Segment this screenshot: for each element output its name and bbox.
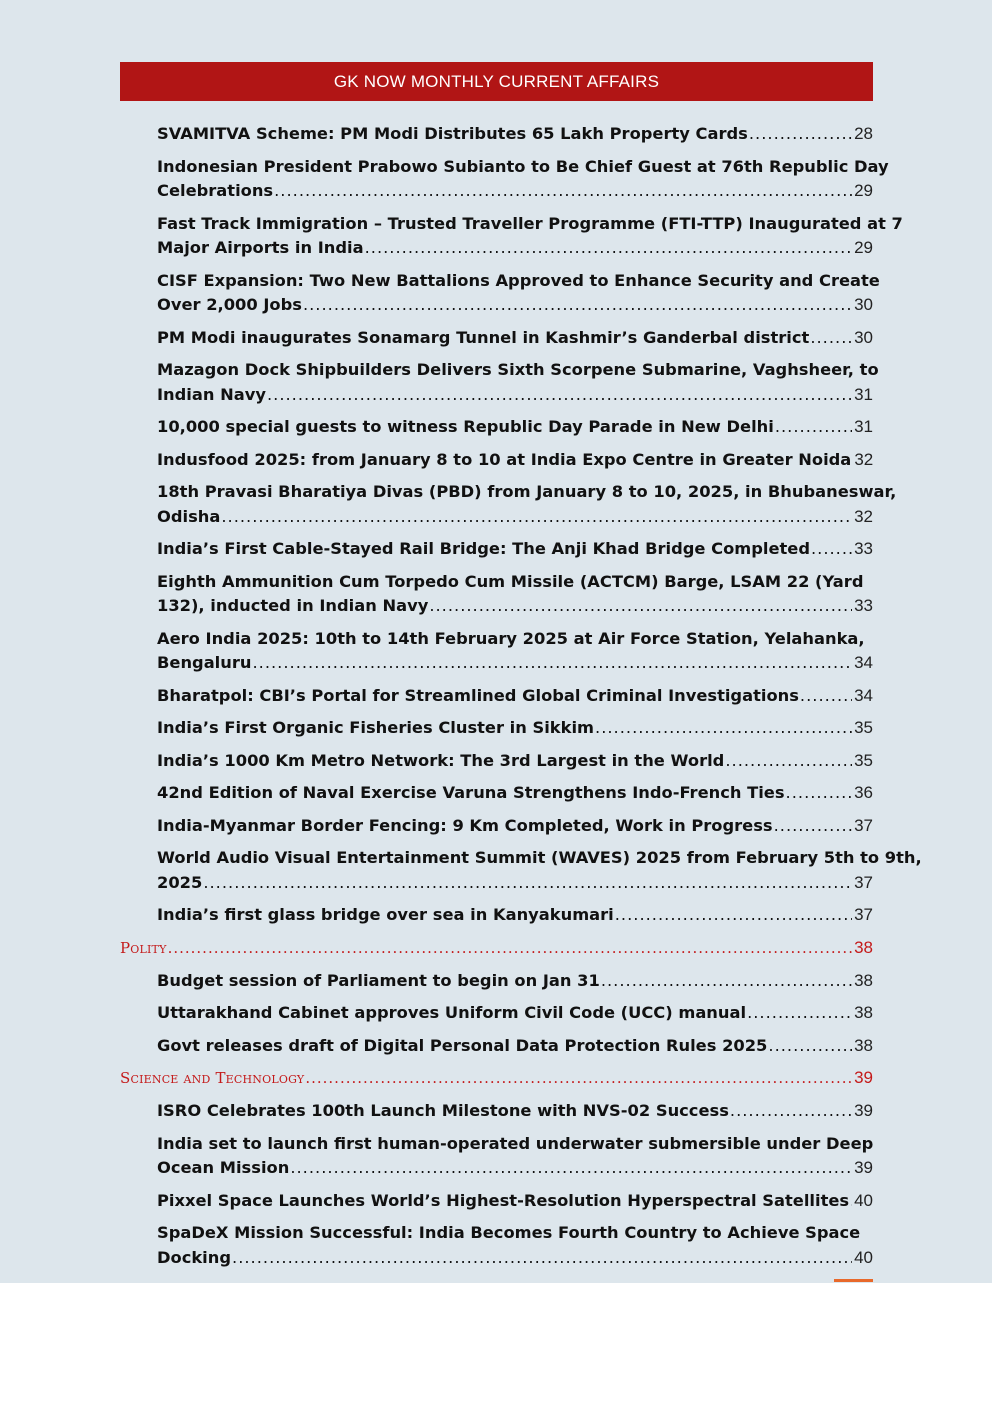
toc-entry[interactable] [157, 269, 880, 318]
dot-leader [725, 749, 852, 774]
dot-leader [429, 594, 852, 619]
toc-entry-leader-line [157, 326, 873, 351]
toc-entry-title-line: World Audio Visual Entertainment Summit (WAVES) 2025 from February 5th to 9th, [157, 848, 922, 867]
toc-entry-title-line: Indonesian President Prabowo Subianto to Be Chief Guest at 76th Republic Day [157, 156, 889, 176]
toc-entry-leader-line [157, 781, 873, 806]
dot-leader [747, 1001, 852, 1026]
toc-entry[interactable] [157, 627, 873, 676]
toc-entry[interactable] [157, 122, 873, 147]
toc-entry-title: Bengaluru [157, 653, 252, 672]
toc-entry[interactable] [157, 1001, 873, 1026]
toc-entry-title-line: Eighth Ammunition Cum Torpedo Cum Missile (ACTCM) Barge, LSAM 22 (Yard [157, 571, 864, 591]
toc-page-number: 35 [854, 750, 873, 770]
dot-leader [749, 122, 852, 147]
toc-entry-leader-line [157, 1246, 873, 1271]
dot-leader [221, 505, 852, 530]
toc-page-number: 37 [854, 905, 873, 924]
toc-entry-leader-line [157, 871, 873, 896]
toc-entry[interactable] [157, 537, 873, 562]
toc-entry[interactable] [157, 1189, 873, 1214]
toc-entry-leader-line [157, 749, 873, 774]
dot-leader [768, 1034, 852, 1059]
dot-leader [203, 871, 852, 896]
toc-page-number: 34 [854, 685, 873, 705]
toc-entry-title: Indian Navy [157, 384, 266, 404]
toc-entry-title: Major Airports in India [157, 238, 364, 257]
toc-entry-leader-line [157, 1001, 873, 1026]
toc-entry-leader-line [157, 903, 873, 928]
toc-entry-leader-line [157, 814, 873, 839]
toc-entry-title-line: Mazagon Dock Shipbuilders Delivers Sixth Scorpene Submarine, Vaghsheer, to [157, 360, 879, 379]
toc-entry[interactable] [157, 212, 903, 261]
toc-entry-leader-line [157, 969, 873, 994]
toc-entry[interactable] [157, 448, 873, 473]
dot-leader [811, 537, 852, 562]
toc-entry[interactable] [157, 570, 873, 619]
toc-page-number: 40 [854, 1190, 873, 1210]
toc-entry-leader-line [157, 1034, 873, 1059]
toc-entry-leader-line [120, 1066, 873, 1090]
toc-section-heading[interactable] [120, 1066, 873, 1090]
toc-entry-title: 2025 [157, 872, 203, 892]
toc-entry[interactable] [157, 1099, 873, 1124]
toc-entry[interactable] [157, 749, 873, 774]
dot-leader [615, 903, 852, 928]
toc-page-number: 40 [854, 1247, 873, 1267]
toc-entry-leader-line [157, 236, 873, 261]
dot-leader [365, 236, 852, 261]
toc-entry-title-line: CISF Expansion: Two New Battalions Approved to Enhance Security and Create [157, 270, 880, 290]
toc-entry-title: Pixxel Space Launches World’s Highest-Resolution Hyperspectral Satellites [157, 1190, 850, 1210]
toc-page-number: 39 [854, 1068, 873, 1087]
toc-page-number: 38 [854, 970, 873, 990]
dot-leader [810, 326, 852, 351]
toc-entry-title: 132), inducted in Indian Navy [157, 596, 429, 615]
toc-entry-leader-line [157, 684, 873, 709]
toc-entry[interactable] [157, 846, 922, 895]
toc-page-number: 28 [854, 124, 873, 143]
toc-page-number: 35 [854, 718, 873, 737]
toc-entry-leader-line [157, 716, 873, 741]
toc-entry-title: 42nd Edition of Naval Exercise Varuna Strengthens Indo-French Ties [157, 783, 785, 802]
toc-entry-title: India-Myanmar Border Fencing: 9 Km Completed, Work in Progress [157, 815, 773, 835]
toc-page-number: 39 [854, 1158, 873, 1177]
dot-leader [303, 293, 852, 318]
toc-entry-title: Celebrations [157, 181, 274, 200]
dot-leader [730, 1099, 852, 1124]
toc-entry-leader-line [157, 594, 873, 619]
toc-entry[interactable] [157, 1034, 873, 1059]
toc-page-number: 29 [854, 238, 873, 257]
dot-leader [232, 1246, 852, 1271]
dot-leader [595, 716, 852, 741]
toc-entry[interactable] [157, 903, 873, 928]
dot-leader [274, 179, 852, 204]
toc-entry-title: Govt releases draft of Digital Personal Data Protection Rules 2025 [157, 1035, 768, 1055]
toc-entry[interactable] [157, 716, 873, 741]
toc-page-number: 37 [854, 815, 873, 835]
toc-page-number: 37 [854, 872, 873, 892]
dot-leader [800, 684, 852, 709]
toc-page-number: 38 [854, 937, 873, 957]
toc-entry-title: Over 2,000 Jobs [157, 295, 302, 314]
toc-entry[interactable] [157, 415, 873, 440]
toc-entry-title-line: Fast Track Immigration – Trusted Traveller Programme (FTI-TTP) Inaugurated at 7 [157, 213, 903, 233]
toc-page-number: 36 [854, 783, 873, 802]
toc-page-number: 33 [854, 539, 873, 558]
toc-entry-title: PM Modi inaugurates Sonamarg Tunnel in Kashmir’s Ganderbal district [157, 327, 810, 347]
toc-page-number: 38 [854, 1003, 873, 1022]
toc-section-title: Polity [120, 938, 167, 957]
dot-leader [601, 969, 852, 994]
dot-leader [774, 814, 852, 839]
toc-entry[interactable] [157, 814, 873, 839]
toc-page-number: 31 [854, 384, 873, 404]
toc-page-number: 39 [854, 1101, 873, 1120]
running-header: GK NOW MONTHLY CURRENT AFFAIRS [120, 62, 873, 101]
toc-page-number: 31 [854, 417, 873, 436]
toc-entry[interactable] [157, 1132, 873, 1181]
dot-leader [168, 936, 853, 960]
toc-page-number: 30 [854, 295, 873, 314]
toc-entry-title: Bharatpol: CBI’s Portal for Streamlined Global Criminal Investigations [157, 685, 799, 705]
toc-entry-title-line: Aero India 2025: 10th to 14th February 2025 at Air Force Station, Yelahanka, [157, 628, 865, 648]
toc-entry-leader-line [157, 505, 873, 530]
toc-entry-leader-line [120, 936, 873, 960]
dot-leader [775, 415, 852, 440]
toc-entry-leader-line [157, 1156, 873, 1181]
toc-entry-leader-line [157, 293, 873, 318]
toc-entry-title-line: India set to launch first human-operated underwater submersible under Deep [157, 1133, 874, 1153]
toc-page-number: 34 [854, 653, 873, 672]
toc-entry-title: ISRO Celebrates 100th Launch Milestone with NVS-02 Success [157, 1101, 729, 1120]
toc-entry[interactable] [157, 1221, 873, 1270]
toc-section-heading[interactable] [120, 936, 873, 960]
toc-entry-title: India’s First Cable-Stayed Rail Bridge: The Anji Khad Bridge Completed [157, 539, 810, 558]
toc-entry-leader-line [157, 1189, 873, 1214]
toc-entry-title: India’s 1000 Km Metro Network: The 3rd Largest in the World [157, 750, 725, 770]
toc-entry-title: India’s first glass bridge over sea in Kanyakumari [157, 905, 614, 924]
dot-leader [290, 1156, 852, 1181]
toc-entry[interactable] [157, 358, 879, 407]
toc-entry[interactable] [157, 155, 889, 204]
toc-page-number: 30 [854, 327, 873, 347]
toc-entry-title: Indusfood 2025: from January 8 to 10 at India Expo Centre in Greater Noida [157, 449, 852, 469]
toc-entry[interactable] [157, 326, 873, 351]
toc-entry[interactable] [157, 969, 873, 994]
toc-page-number: 32 [854, 506, 873, 526]
toc-entry-title: Uttarakhand Cabinet approves Uniform Civil Code (UCC) manual [157, 1003, 747, 1022]
dot-leader [267, 383, 852, 408]
toc-entry-title-line: 18th Pravasi Bharatiya Divas (PBD) from January 8 to 10, 2025, in Bhubaneswar, [157, 482, 897, 501]
toc-entry-title: Budget session of Parliament to begin on Jan 31 [157, 970, 600, 990]
toc-entry-title-line: SpaDeX Mission Successful: India Becomes Fourth Country to Achieve Space [157, 1223, 861, 1242]
table-of-contents [120, 122, 922, 1278]
toc-entry-leader-line [157, 537, 873, 562]
toc-page-number: 32 [854, 449, 874, 469]
toc-entry-title: SVAMITVA Scheme: PM Modi Distributes 65 Lakh Property Cards [157, 124, 748, 143]
toc-page-number: 29 [854, 181, 873, 200]
toc-entry[interactable] [157, 480, 897, 529]
toc-page-number: 33 [854, 596, 873, 615]
toc-entry[interactable] [157, 684, 873, 709]
footer-accent-bar [834, 1279, 873, 1282]
dot-leader [305, 1066, 852, 1090]
toc-entry-leader-line [157, 651, 873, 676]
dot-leader [252, 651, 852, 676]
toc-entry-leader-line [157, 122, 873, 147]
toc-entry-leader-line [157, 415, 873, 440]
toc-entry-leader-line [157, 1099, 873, 1124]
dot-leader [786, 781, 853, 806]
toc-section-title: Science and Technology [120, 1069, 305, 1087]
toc-entry-leader-line [157, 179, 873, 204]
toc-entry-title: Odisha [157, 506, 221, 526]
toc-entry-leader-line [157, 448, 873, 473]
toc-entry-leader-line [157, 383, 873, 408]
toc-entry-title: Ocean Mission [157, 1158, 290, 1177]
toc-entry[interactable] [157, 781, 873, 806]
toc-entry-title: India’s First Organic Fisheries Cluster in Sikkim [157, 718, 595, 737]
toc-entry-title: Docking [157, 1247, 232, 1267]
dot-leader [850, 1189, 852, 1214]
toc-page-number: 38 [854, 1035, 873, 1055]
toc-entry-title: 10,000 special guests to witness Republic Day Parade in New Delhi [157, 417, 774, 436]
